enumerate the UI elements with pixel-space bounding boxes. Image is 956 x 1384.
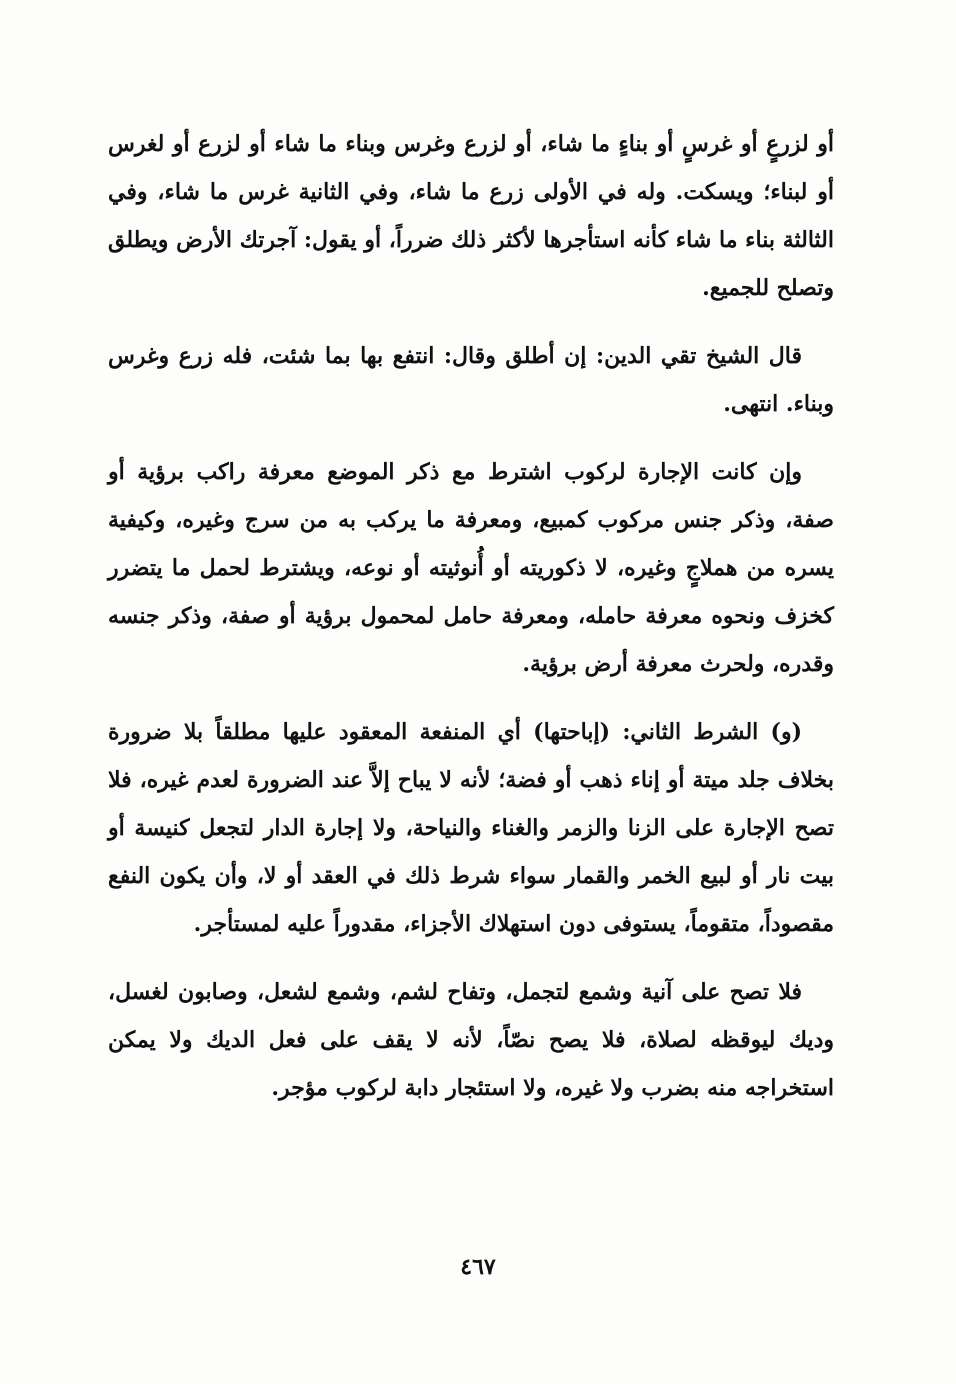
page-body [108,120,834,1132]
paragraph-2: قال الشيخ تقي الدين: إن أطلق وقال: انتفع بها بما شئت، فله زرع وغرس وبناء. انتهى. [108,343,834,417]
paragraph-5: فلا تصح على آنية وشمع لتجمل، وتفاح لشم، وشمع لشعل، وصابون لغسل، وديك ليوقظه لصلاة، فلا يصح نصّاً، لأنه لا يقف على فعل الديك ولا يمكن استخراجه منه بضرب ولا غيره، ولا استئجار دابة لركوب مؤجر. [108,979,834,1101]
paragraph-4: (و) الشرط الثاني: (إباحتها) أي المنفعة المعقود عليها مطلقاً بلا ضرورة بخلاف جلد ميتة أو إناء ذهب أو فضة؛ لأنه لا يباح إلاَّ عند الضرورة لعدم غيره، فلا تصح الإجارة على الزنا والزمر والغناء والنياحة، ولا إجارة الدار لتجعل كنيسة أو بيت نار أو لبيع الخمر والقمار سواء شرط ذلك في العقد أو لا، وأن يكون النفع مقصوداً، متقوماً، يستوفى دون استهلاك الأجزاء، مقدوراً عليه لمستأجر. [108,719,834,937]
paragraph-3: وإن كانت الإجارة لركوب اشترط مع ذكر الموضع معرفة راكب برؤية أو صفة، وذكر جنس مركوب كمبيع، ومعرفة ما يركب به من سرج وغيره، وكيفية يسره من هملاجٍ وغيره، لا ذكوريته أو أُنوثيته أو نوعه، ويشترط لحمل ما يتضرر كخزف ونحوه معرفة حامله، ومعرفة حامل لمحمول برؤية أو صفة، وذكر جنسه وقدره، ولحرث معرفة أرض برؤية. [108,459,834,677]
paragraph-1: أو لزرعٍ أو غرسٍ أو بناءٍ ما شاء، أو لزرع وغرس وبناء ما شاء أو لزرع أو لغرس أو لبناء؛ ويسكت. وله في الأولى زرع ما شاء، وفي الثانية غرس ما شاء، وفي الثالثة بناء ما شاء كأنه استأجرها لأكثر ذلك ضرراً، أو يقول: آجرتك الأرض ويطلق وتصلح للجميع. [108,131,834,301]
page-number: ٤٦٧ [460,1254,496,1280]
